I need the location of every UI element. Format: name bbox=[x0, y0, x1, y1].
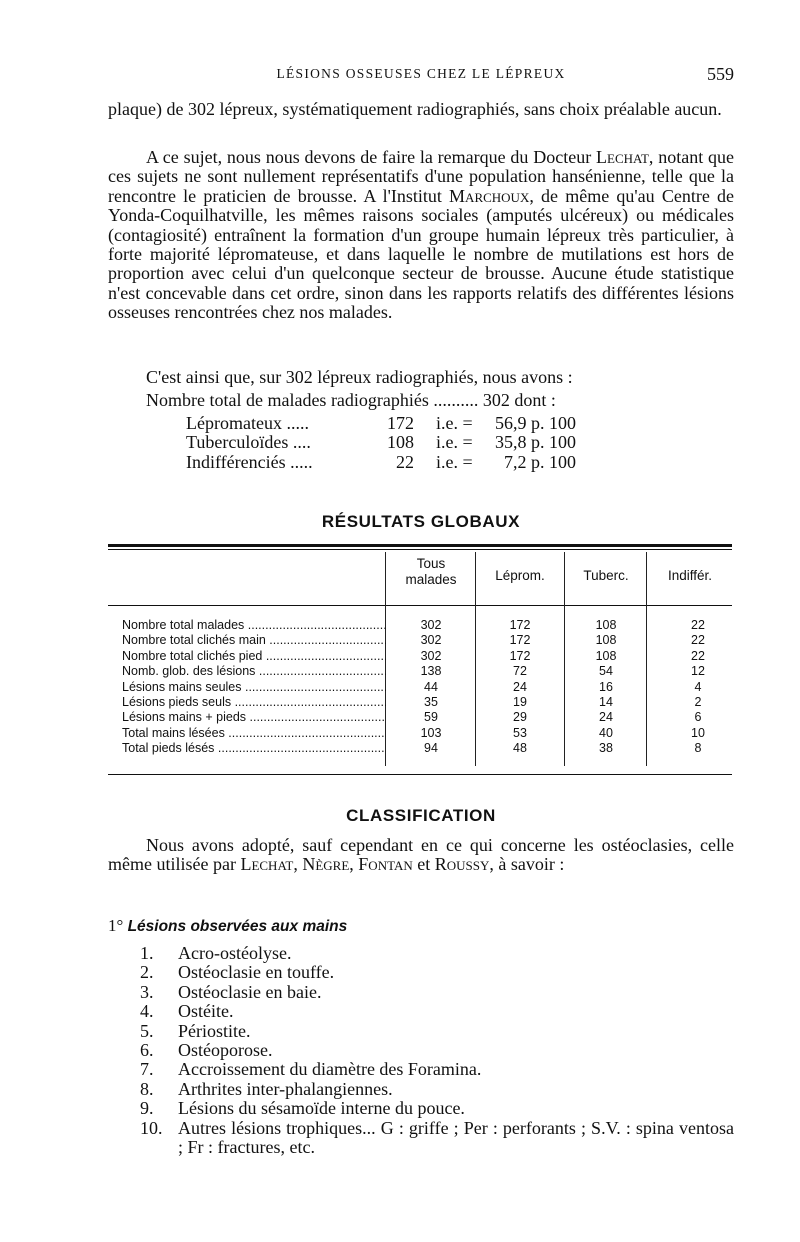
item-text: Ostéoclasie en baie. bbox=[178, 981, 322, 1002]
cell-tuberc: 14 bbox=[599, 695, 613, 709]
breakdown-list bbox=[186, 414, 626, 472]
section-title-resultats: RÉSULTATS GLOBAUX bbox=[321, 512, 521, 531]
item-number: 6. bbox=[140, 1040, 154, 1061]
cell-indiff: 6 bbox=[694, 710, 702, 725]
item-text: Accroissement du diamètre des Foramina. bbox=[178, 1059, 482, 1080]
separator: , bbox=[349, 854, 354, 875]
cell-tuberc: 54 bbox=[599, 664, 613, 679]
row-label: Lésions pieds seuls ..... bbox=[122, 695, 386, 710]
item-number: 2. bbox=[140, 962, 154, 983]
header-tous-line2: malades bbox=[405, 572, 457, 587]
breakdown-count: 172 bbox=[387, 413, 414, 433]
cell-indiff: 22 bbox=[691, 618, 705, 632]
breakdown-label: Lépromateux ..... bbox=[186, 413, 309, 433]
cell-tous: 35 bbox=[424, 695, 438, 709]
cell-indiff: 12 bbox=[691, 664, 705, 679]
cell-tuberc: 108 bbox=[595, 648, 617, 663]
breakdown-percent: 56,9 p. 100 bbox=[495, 413, 576, 433]
table-row bbox=[108, 710, 732, 725]
cell-leprom: 19 bbox=[513, 695, 527, 709]
item-text: Autres lésions trophiques... G : griffe ; Per : perforants ; S.V. : spina ventosa ; Fr : fractures, etc. bbox=[178, 1117, 734, 1158]
cell-tous: 302 bbox=[420, 618, 442, 632]
item-text: Lésions du sésamoïde interne du pouce. bbox=[178, 1098, 465, 1119]
table-row bbox=[108, 726, 732, 741]
row-label: Lésions mains + pieds ..... bbox=[122, 710, 386, 725]
breakdown-label: Indifférenciés ..... bbox=[186, 451, 313, 472]
list-item bbox=[140, 1002, 734, 1021]
cell-indiff: 22 bbox=[691, 633, 705, 648]
subsection-number: 1° bbox=[108, 916, 124, 935]
author-name: Lechat bbox=[240, 854, 294, 875]
text-part: A ce sujet, nous nous devons de faire la remarque du Docteur bbox=[146, 147, 592, 167]
breakdown-percent: 35,8 p. 100 bbox=[495, 432, 576, 453]
cell-tuberc: 108 bbox=[595, 633, 617, 648]
table-row bbox=[108, 649, 732, 664]
table-row bbox=[108, 741, 732, 756]
cell-tous: 302 bbox=[420, 633, 442, 648]
running-title: LÉSIONS OSSEUSES CHEZ LE LÉPREUX bbox=[276, 66, 566, 81]
table-row bbox=[108, 618, 732, 633]
table-rule-top bbox=[108, 544, 732, 547]
author-name: Lechat bbox=[596, 147, 649, 167]
item-number: 3. bbox=[140, 981, 154, 1002]
header-indiff: Indiffér. bbox=[667, 568, 713, 583]
table-rule-bottom bbox=[108, 774, 732, 775]
item-text: Ostéoporose. bbox=[178, 1040, 273, 1061]
breakdown-ie: i.e. = bbox=[436, 413, 473, 433]
table-row bbox=[108, 680, 732, 695]
table-row bbox=[108, 633, 732, 648]
list-item bbox=[140, 1022, 734, 1041]
item-text: Périostite. bbox=[178, 1020, 251, 1041]
separator: , bbox=[293, 854, 298, 875]
row-label: Total pieds lésés ..... bbox=[122, 741, 386, 756]
cell-indiff: 22 bbox=[691, 648, 705, 663]
list-item bbox=[140, 944, 734, 963]
text-part: , à savoir : bbox=[489, 854, 565, 875]
text-part: , de même qu'au Centre de Yonda-Coquilhatville, les mêmes raisons sociales (amputés ulcéreux) ou médicales (contagiosité) entraînent la formation d'un groupe humain lépreux très particulier, à forte majorité lépromateuse, et dans laquelle le nombre de mutilations est hors de proportion avec celui d'un quelconque secteur de brousse. Aucune étude statistique n'est concevable dans cet ordre, sinon dans les rapports relatifs des différentes lésions osseuses rencontrées chez nos malades. bbox=[108, 185, 735, 323]
author-name: Roussy bbox=[434, 854, 490, 875]
institute-name: Marchoux bbox=[449, 185, 530, 206]
page-number: 559 bbox=[707, 64, 734, 84]
subsection-title: Lésions observées aux mains bbox=[127, 918, 348, 935]
cell-tous: 59 bbox=[424, 710, 438, 725]
row-label: Nombre total clichés pied ..... bbox=[122, 649, 386, 664]
cell-leprom: 24 bbox=[513, 679, 527, 694]
lesions-list bbox=[140, 944, 734, 1157]
total-patients-line: Nombre total de malades radiographiés .......... 302 dont : bbox=[146, 390, 556, 410]
list-item bbox=[140, 1119, 734, 1158]
cell-leprom: 53 bbox=[513, 725, 527, 740]
subsection-heading bbox=[108, 916, 347, 936]
author-name: Fontan bbox=[358, 854, 413, 875]
cell-tuberc: 24 bbox=[599, 710, 613, 725]
paragraph-lechat-remark bbox=[108, 148, 734, 323]
item-text: Ostéite. bbox=[178, 1001, 234, 1022]
cell-leprom: 172 bbox=[509, 618, 531, 632]
cell-tous: 138 bbox=[420, 664, 442, 679]
header-tous-line1: Tous bbox=[416, 556, 446, 571]
header-tuberc: Tuberc. bbox=[583, 568, 629, 583]
cell-leprom: 29 bbox=[513, 710, 527, 725]
row-label: Nombre total clichés main ..... bbox=[122, 633, 386, 648]
list-item bbox=[140, 963, 734, 982]
breakdown-count: 108 bbox=[387, 432, 414, 453]
cell-tuberc: 38 bbox=[599, 741, 613, 756]
table-row bbox=[108, 695, 732, 710]
cell-tous: 302 bbox=[420, 648, 442, 663]
cell-leprom: 172 bbox=[509, 648, 531, 663]
header-tous-malades bbox=[388, 556, 474, 588]
cell-tuberc: 40 bbox=[599, 725, 613, 740]
list-item bbox=[140, 1041, 734, 1060]
breakdown-ie: i.e. = bbox=[436, 451, 473, 472]
cell-tous: 94 bbox=[424, 741, 438, 756]
cell-indiff: 2 bbox=[694, 695, 702, 709]
cell-tous: 44 bbox=[424, 679, 438, 694]
item-number: 1. bbox=[140, 943, 154, 963]
text-part: Nous avons adopté, sauf cependant en ce qui concerne les ostéoclasies, celle même utilisée par bbox=[108, 835, 734, 875]
header-leprom: Léprom. bbox=[495, 568, 545, 583]
table-rule-header bbox=[108, 605, 732, 606]
item-number: 4. bbox=[140, 1001, 154, 1022]
list-item bbox=[140, 1099, 734, 1118]
paragraph-intro-stats: C'est ainsi que, sur 302 lépreux radiographiés, nous avons : bbox=[146, 367, 573, 387]
cell-tous: 103 bbox=[420, 725, 442, 740]
cell-tuberc: 16 bbox=[599, 679, 613, 694]
row-label: Nombre total malades ..... bbox=[122, 618, 386, 633]
cell-tuberc: 108 bbox=[595, 618, 617, 632]
list-item bbox=[140, 1060, 734, 1079]
conjunction: et bbox=[417, 854, 431, 875]
item-number: 9. bbox=[140, 1098, 154, 1119]
cell-indiff: 10 bbox=[691, 725, 705, 740]
author-name: Nègre bbox=[302, 854, 350, 875]
item-number: 7. bbox=[140, 1059, 154, 1080]
row-label: Nomb. glob. des lésions ..... bbox=[122, 664, 386, 679]
breakdown-ie: i.e. = bbox=[436, 432, 473, 453]
table-row bbox=[108, 664, 732, 679]
breakdown-row bbox=[186, 433, 626, 452]
cell-leprom: 172 bbox=[509, 633, 531, 648]
cell-leprom: 48 bbox=[513, 741, 527, 756]
section-title-classification: CLASSIFICATION bbox=[346, 806, 496, 825]
breakdown-count: 22 bbox=[396, 451, 414, 472]
cell-leprom: 72 bbox=[513, 664, 527, 679]
breakdown-label: Tuberculoïdes .... bbox=[186, 432, 311, 453]
list-item bbox=[140, 1080, 734, 1099]
paragraph-classification bbox=[108, 836, 734, 875]
running-head bbox=[108, 64, 734, 86]
breakdown-row bbox=[186, 453, 626, 472]
breakdown-row bbox=[186, 414, 626, 433]
item-text: Arthrites inter-phalangiennes. bbox=[178, 1078, 393, 1099]
item-number: 8. bbox=[140, 1078, 154, 1099]
row-label: Total mains lésées ..... bbox=[122, 726, 386, 741]
text-part: , notant que ces sujets ne sont nullement représentatifs d'une population hansénienne, telle que la rencontre le praticien de brousse. A l'Institut bbox=[108, 147, 734, 206]
row-label: Lésions mains seules ..... bbox=[122, 680, 386, 695]
cell-indiff: 8 bbox=[694, 741, 702, 756]
item-number: 10. bbox=[140, 1117, 163, 1138]
item-text: Ostéoclasie en touffe. bbox=[178, 962, 335, 983]
results-table bbox=[108, 544, 732, 778]
item-number: 5. bbox=[140, 1020, 154, 1041]
cell-indiff: 4 bbox=[694, 679, 702, 694]
paragraph-continuation: plaque) de 302 lépreux, systématiquement radiographiés, sans choix préalable aucun. bbox=[108, 99, 722, 119]
breakdown-percent: 7,2 p. 100 bbox=[504, 451, 576, 472]
list-item bbox=[140, 983, 734, 1002]
table-rule-top-thin bbox=[108, 549, 732, 550]
item-text: Acro-ostéolyse. bbox=[178, 943, 292, 963]
